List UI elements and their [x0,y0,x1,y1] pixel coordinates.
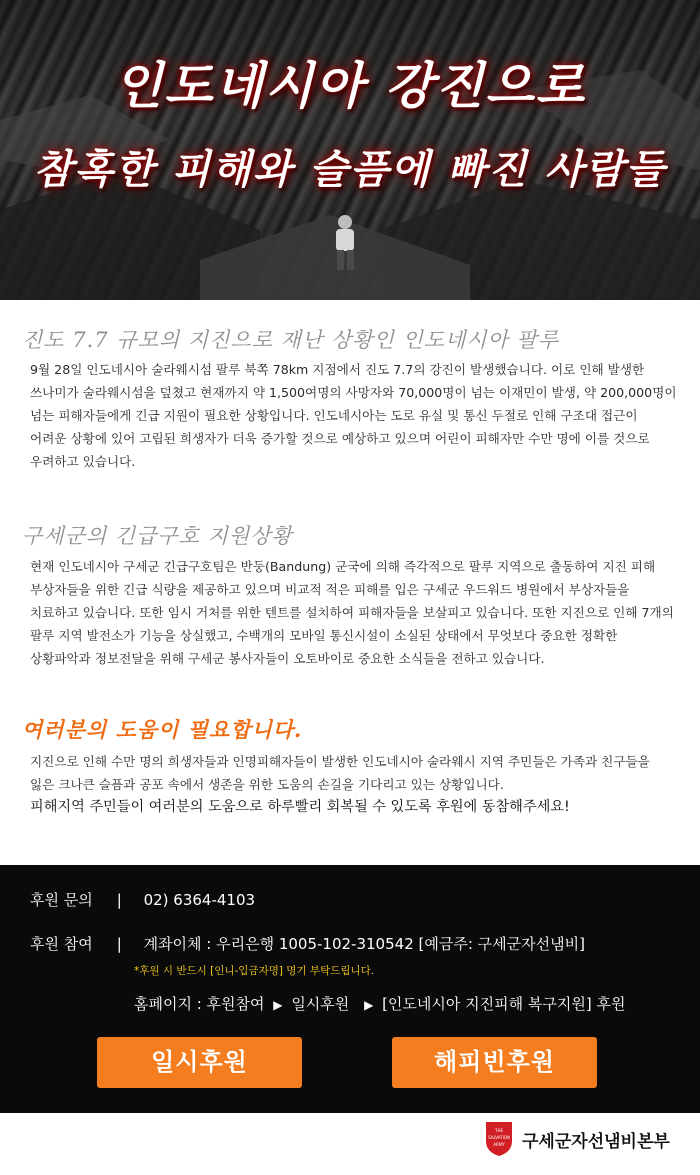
closing-line: 피해지역 주민들이 여러분의 도움으로 하루빨리 회복될 수 있도록 후원에 동참해주세요! [30,799,570,815]
divider: | [116,935,122,953]
hero-title-line1: 인도네시아 강진으로 [113,56,587,115]
arrow-right-icon: ▶ [364,998,374,1012]
paragraph-help [30,750,682,819]
join-row [30,933,585,954]
hero-title-line2: 참혹한 피해와 슬픔에 빠진 사람들 [33,146,667,193]
org-name: 구세군자선냄비본부 [522,1132,670,1152]
paragraph-line: 상황파악과 정보전달을 위해 구세군 봉사자들이 오토바이로 중요한 소식들을 전하고 있습니다. [30,651,545,666]
paragraph-line: 치료하고 있습니다. 또한 임시 거처를 위한 텐트를 설치하여 피해자들을 보살피고 있습니다. 또한 지진으로 인해 7개의 [30,605,674,620]
paragraph-line: 쓰나미가 술라웨시섬을 덮쳤고 현재까지 약 1,500여명의 사망자와 70,000명이 넘는 이재민이 발생, 약 200,000명이 [30,385,677,400]
svg-text:THE: THE [495,1128,503,1133]
section-title-disaster: 진도 7.7 규모의 지진으로 재난 상황인 인도네시아 팔루 [22,328,560,352]
paragraph-line: 어려운 상황에 있어 고립된 희생자가 더욱 증가할 것으로 예상하고 있으며 어린이 피해자만 수만 명에 이를 것으로 [30,431,650,446]
section-title-help: 여러분의 도움이 필요합니다. [22,717,303,742]
homepage-path-part: 홈페이지 : 후원참여 [134,995,265,1013]
paragraph-disaster [30,358,682,473]
svg-text:ARMY: ARMY [493,1142,505,1147]
inquiry-row [30,889,255,910]
paragraph-line: 부상자들을 위한 긴급 식량을 제공하고 있으며 비교적 적은 피해를 입은 구세군 우드워드 병원에서 부상자들을 [30,582,630,597]
org-bar [0,1113,700,1175]
paragraph-line: 9월 28일 인도네시아 술라웨시섬 팔루 북쪽 78km 지점에서 진도 7.7의 강진이 발생했습니다. 이로 인해 발생한 [30,362,645,377]
deposit-notice: *후원 시 반드시 [인니-입금자명] 명기 부탁드립니다. [134,965,375,977]
homepage-path-part: 일시후원 [291,995,350,1013]
homepage-path [134,993,625,1014]
inquiry-label: 후원 문의 [30,891,93,909]
paragraph-relief [30,555,682,670]
bank-transfer-info: 계좌이체 : 우리은행 1005-102-310542 [예금주: 구세군자선냄비] [143,935,585,953]
donation-footer [0,865,700,1113]
svg-text:SALVATION: SALVATION [488,1135,510,1140]
inquiry-phone: 02) 6364-4103 [143,891,256,909]
arrow-right-icon: ▶ [273,998,283,1012]
paragraph-line: 잃은 크나큰 슬픔과 공포 속에서 생존을 위한 도움의 손길을 기다리고 있는 상황입니다. [30,777,504,792]
paragraph-line: 넘는 피해자들에게 긴급 지원이 필요한 상황입니다. 인도네시아는 도로 유실 및 통신 두절로 인해 구조대 접근이 [30,408,638,423]
paragraph-line: 현재 인도네시아 구세군 긴급구호팀은 반둥(Bandung) 군국에 의해 즉각적으로 팔루 지역으로 출동하여 지진 피해 [30,559,656,574]
paragraph-line: 지진으로 인해 수만 명의 희생자들과 인명피해자들이 발생한 인도네시아 술라웨시 지역 주민들은 가족과 친구들을 [30,754,650,769]
one-time-donation-button[interactable]: 일시후원 [97,1037,302,1088]
join-label: 후원 참여 [30,935,93,953]
paragraph-line: 우려하고 있습니다. [30,454,136,469]
article-body [0,300,700,865]
happybean-donation-button[interactable]: 해피빈후원 [392,1037,597,1088]
paragraph-line: 팔루 지역 발전소가 기능을 상실했고, 수백개의 모바일 통신시설이 소실된 상태에서 무엇보다 중요한 정확한 [30,628,618,643]
homepage-path-part: [인도네시아 지진피해 복구지원] 후원 [382,995,626,1013]
divider: | [116,891,122,909]
salvation-army-shield-icon [482,1119,516,1157]
hero-banner [0,0,700,300]
section-title-relief: 구세군의 긴급구호 지원상황 [22,524,293,548]
